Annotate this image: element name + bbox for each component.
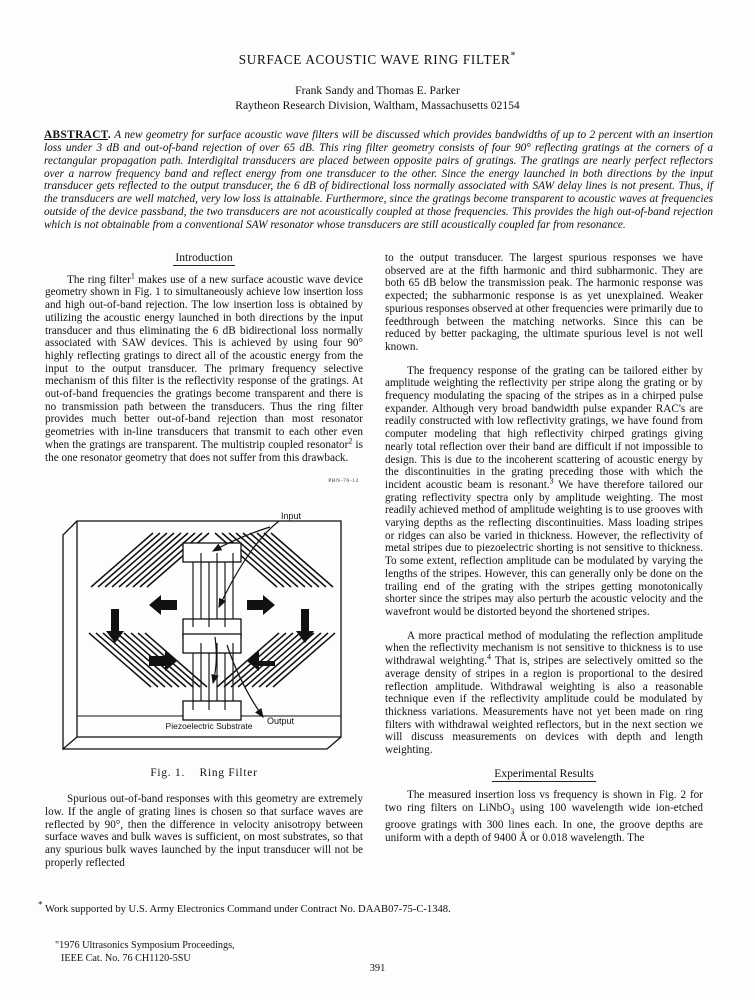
figure-substrate-label: Piezoelectric Substrate xyxy=(165,720,253,731)
paragraph-right-1: to the output transducer. The largest spurious responses we have observed are at the fifth harmonic and third subharmonic. They are both 65 dB below the transmission peak. The harmonic response was expected; the subharmonic response is as yet unexplained. Weaker spurious responses observed at other frequencies were primarily due to feedthrough between the matching networks. Since this can be reduced by better packaging, the ultimate spurious level is not well known. xyxy=(385,252,703,353)
abstract-label: ABSTRACT. xyxy=(44,129,112,141)
paragraph-introduction-1: The ring filter$^1$ makes use of a new surface acoustic wave device geometry shown in Fig. 1 to simultaneously achieve low insertion loss and high out-of-band rejection. The low insertion loss is obtained by utilizing the acoustic energy launched in both directions by the input transducer and thus eliminating the 6 dB bidirectional loss normally associated with SAW devices. This is achieved by using four 90° highly reflecting gratings to direct all of the acoustic energy from the input to the output transducer. The primary frequency selective mechanism of this filter is the reflectivity response of the gratings. At out-of-band frequencies the gratings become transparent and there is no transmission path between the transducers. Thus the ring filter provides much better out-of-band rejection than most resonator geometries with in-line transducers that transmit to each other even when the gratings are transparent. The multistrip coupled resonator$^2$ is the one resonator geometry that does not suffer from this drawback. xyxy=(45,270,363,464)
footnote xyxy=(38,899,718,916)
abstract-text: A new geometry for surface acoustic wave filters will be discussed which provides bandwidths of up to 2 percent with an insertion loss under 3 dB and out-of-band rejection of over 65 dB. This ring filter geometry consists of four 90° reflecting gratings at the corners of a rectangular propagation path. Interdigital transducers are placed between opposite pairs of gratings. The gratings are nearly perfect reflectors over a narrow frequency band and reflect energy from one transducer to the other. Since the energy launched in both directions by the input transducer gets reflected to the output transducer, the 6 dB of bidirectional loss normally associated with SAW delay lines is not present. Thus, if the transducers are well matched, very low loss is attainable. Furthermore, since the gratings become transparent to acoustic waves at frequencies outside of the device passband, the two transducers are not acoustically coupled at those frequencies. This provides the high out-of-band rejection which is not obtainable from a conventional SAW resonator whose transducers are still acoustically coupled far from resonance. xyxy=(44,129,713,231)
paragraph-right-2: The frequency response of the grating can be tailored either by amplitude weighting the reflectivity per stripe along the grating or by frequency modulating the spacing of the stripes as in a chirped pulse expander. Although very broad bandwidth pulse expander RAC's are readily constructed with low reflectivity gratings, we have found from computer modeling that high reflectivity chirped gratings giving nearly total reflection over their band are difficult if not impossible to design. This is due to the incoherent scattering of acoustic energy by the discontinuities in the grating preceding those with which the incident acoustic beam is resonant.$^3$ We have therefore tailored our grating reflectivity spectra only by amplitude weighting. The most readily achieved method of amplitude weighting is to use grooves with varying depths as the reflecting discontinuities. Mass loading stripes or ridges can also be varied in thickness. However, the reflectivity of metal stripes due to piezoelectric shorting is not sensitive to thickness. To some extent, reflection amplitude can be modulated by varying the lengths of the stripes. However, this can generally only be done on the trailing end of the grating with the stripes getting monotonically shorter since the stripes may also perturb the acoustic velocity and the wavefront would be distorted beyond the shortened stripes. xyxy=(385,364,704,618)
footnote-text: Work supported by U.S. Army Electronics Command under Contract No. DAAB07-75-C-1348. xyxy=(44,904,451,915)
page-number: 391 xyxy=(369,963,386,974)
figure-1 xyxy=(45,491,363,757)
citation-ref-3: 3 xyxy=(549,476,554,486)
figure-output-label: Output xyxy=(267,715,295,726)
abstract-block xyxy=(44,129,713,232)
figure-caption xyxy=(45,767,363,780)
citation-ref-1: 1 xyxy=(130,270,135,280)
ring-filter-diagram xyxy=(45,491,363,753)
proceedings-note xyxy=(55,940,235,965)
author-names: Frank Sandy and Thomas E. Parker xyxy=(295,84,460,97)
citation-ref-2: 2 xyxy=(348,436,353,446)
figure-input-label: Input xyxy=(281,510,302,521)
authors-block xyxy=(0,83,755,113)
citation-ref-4: 4 xyxy=(487,652,491,662)
page-title xyxy=(0,52,755,68)
proceedings-line-1: "1976 Ultrasonics Symposium Proceedings, xyxy=(55,940,235,951)
figure-caption-text: Ring Filter xyxy=(199,766,258,779)
footnote-marker: * xyxy=(38,899,43,910)
paragraph-right-3: A more practical method of modulating the reflection amplitude when the reflectivity mechanism is not sensitive to thickness is to use withdrawal weighting.$^4$ That is, stripes are selectively omitted so the average density of stripes in a region is proportional to the desired reflection amplitude. Withdrawal weighting is also a reasonable technique even if the reflectivity amplitude could be modulated by thickness variations. Measurements have not yet been made on ring filters with withdrawal weighted reflectors, but in the next section we will discuss measurements on devices with depth and length weighting. xyxy=(385,629,703,757)
right-column xyxy=(385,252,703,855)
figure-caption-number: Fig. 1. xyxy=(150,766,186,779)
paragraph-introduction-2: Spurious out-of-band responses with this geometry are extremely low. If the angle of grating lines is chosen so that surface waves are reflected by 90°, then the difference in velocity anisotropy between surface waves and bulk waves is sufficient, on most substrates, so that any spurious bulk waves launched by the input transducer will not be properly reflected xyxy=(45,793,363,869)
figure-id-code: PBN-76-12 xyxy=(328,478,359,485)
left-column xyxy=(45,252,363,881)
section-heading-experimental-results: Experimental Results xyxy=(494,766,594,780)
chemical-subscript: 3 xyxy=(510,807,515,817)
title-text: SURFACE ACOUSTIC WAVE RING FILTER xyxy=(238,52,511,67)
author-affiliation: Raytheon Research Division, Waltham, Massachusetts 02154 xyxy=(235,99,520,112)
section-heading-introduction: Introduction xyxy=(175,251,233,264)
title-footnote-marker: * xyxy=(510,50,517,62)
proceedings-line-2: IEEE Cat. No. 76 CH1120-5SU xyxy=(61,952,191,964)
paragraph-right-4: The measured insertion loss vs frequency is shown in Fig. 2 for two ring filters on LiNbO$_3$ using 100 wavelength wide ion-etched groove gratings with 300 lines each. In one, the groove depths are uniform with a depth of 9400 Å or 0.018 wavelength. The xyxy=(385,789,703,844)
